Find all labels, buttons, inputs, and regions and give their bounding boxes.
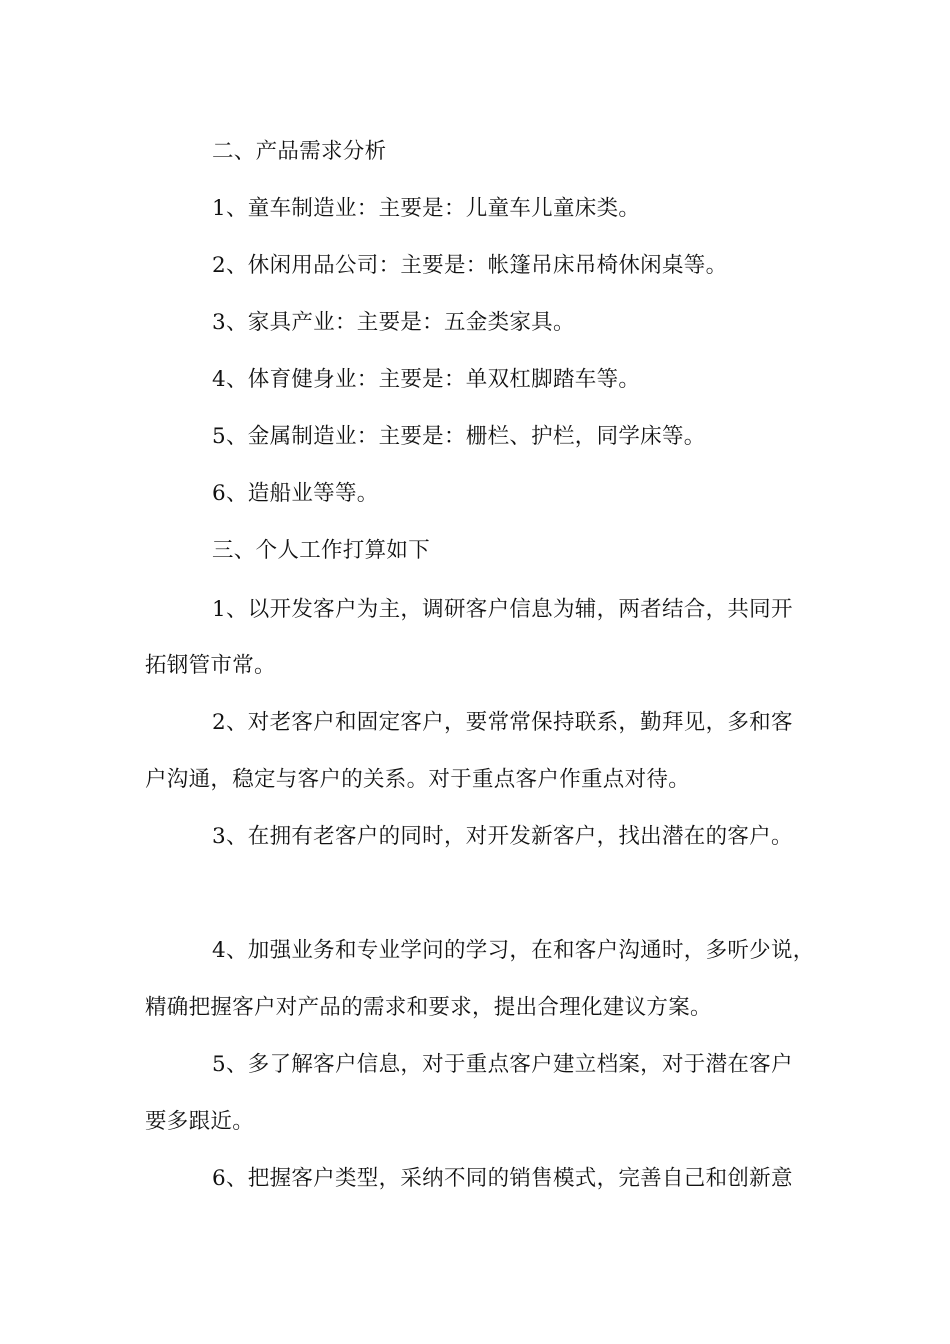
paragraph-line: 3、在拥有老客户的同时，对开发新客户，找出潜在的客户。 (212, 824, 793, 849)
list-item: 3、家具产业：主要是：五金类家具。 (212, 310, 575, 335)
paragraph-line: 6、把握客户类型，采纳不同的销售模式，完善自己和创新意 (212, 1166, 793, 1191)
paragraph-line: 5、多了解客户信息，对于重点客户建立档案，对于潜在客户 (212, 1052, 793, 1077)
paragraph-line: 1、以开发客户为主，调研客户信息为辅，两者结合，共同开 (212, 597, 793, 622)
paragraph-line: 拓钢管市常。 (145, 653, 276, 678)
section-heading: 三、个人工作打算如下 (212, 538, 431, 563)
paragraph-line: 户沟通，稳定与客户的关系。对于重点客户作重点对待。 (145, 767, 691, 792)
list-item: 2、休闲用品公司：主要是：帐篷吊床吊椅休闲桌等。 (212, 253, 728, 278)
paragraph-line: 2、对老客户和固定客户，要常常保持联系，勤拜见，多和客 (212, 710, 793, 735)
list-item: 4、体育健身业：主要是：单双杠脚踏车等。 (212, 367, 641, 392)
list-item: 5、金属制造业：主要是：栅栏、护栏，同学床等。 (212, 424, 706, 449)
section-heading: 二、产品需求分析 (212, 139, 387, 164)
paragraph-line: 要多跟近。 (145, 1109, 255, 1134)
paragraph-line: 4、加强业务和专业学问的学习，在和客户沟通时，多听少说， (212, 938, 815, 963)
list-item: 1、童车制造业：主要是：儿童车儿童床类。 (212, 196, 641, 221)
list-item: 6、造船业等等。 (212, 481, 379, 506)
paragraph-line: 精确把握客户对产品的需求和要求，提出合理化建议方案。 (145, 995, 712, 1020)
